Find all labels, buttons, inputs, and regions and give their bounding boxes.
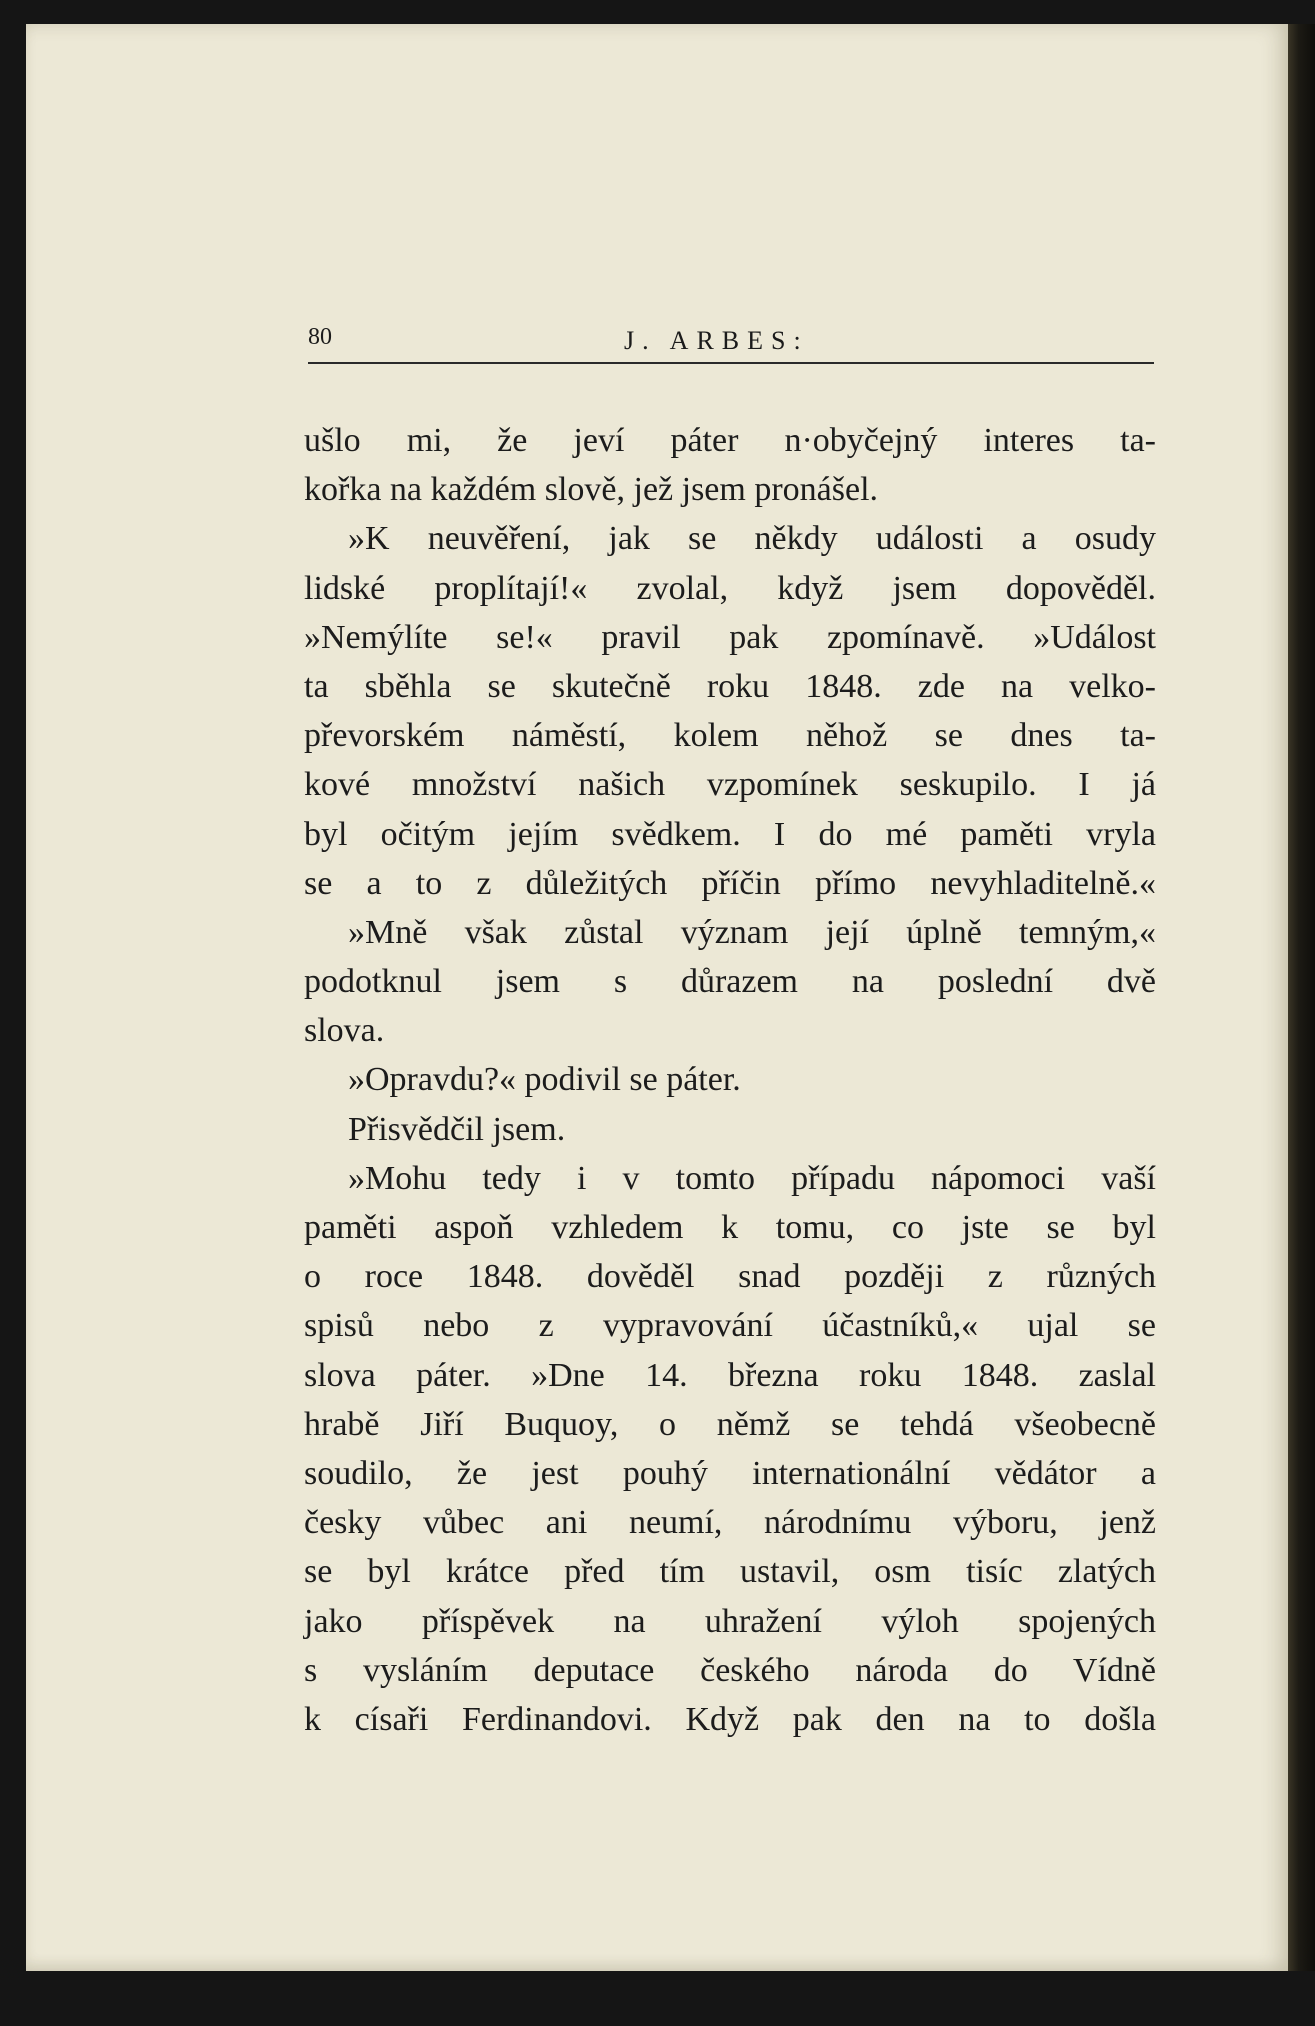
running-head: J. ARBES: [624,326,809,355]
page-number: 80 [308,324,332,350]
body-text [304,416,1156,1744]
text-line: »Mně však zůstal význam její úplně temným,« [348,913,1156,951]
text-line: slova. [304,1012,385,1050]
text-line: kořka na každém slově, jež jsem pronášel. [304,471,879,509]
text-line: ušlo mi, že jeví páter n·obyčejný interes ta- [304,422,1156,459]
text-line: lidské proplítají!« zvolal, když jsem dopověděl. [304,569,1156,607]
text-line: »Mohu tedy i v tomto případu nápomoci vaší [348,1159,1156,1197]
text-line: slova páter. »Dne 14. března roku 1848. zaslal [304,1356,1156,1394]
page-header [308,318,1154,366]
text-line: Přisvědčil jsem. [348,1110,566,1148]
text-line: »K neuvěření, jak se někdy události a osudy [348,520,1156,558]
text-line: paměti aspoň vzhledem k tomu, co jste se byl [304,1209,1156,1246]
header-rule [308,362,1154,364]
text-line: spisů nebo z vypravování účastníků,« ujal se [304,1307,1156,1345]
text-line: byl očitým jejím svědkem. I do mé paměti vryla [304,815,1156,853]
text-line: hrabě Jiří Buquoy, o němž se tehdá všeobecně [304,1405,1156,1443]
text-line: jako příspěvek na uhražení výloh spojených [304,1602,1156,1640]
text-line: k císaři Ferdinandovi. Když pak den na to došla [304,1700,1156,1738]
text-line: podotknul jsem s důrazem na poslední dvě [304,963,1156,1001]
text-line: soudilo, že jest pouhý internationální vědátor a [304,1454,1156,1492]
text-line: kové množství našich vzpomínek seskupilo. I já [304,766,1156,804]
book-binding-edge [1288,24,1315,1971]
text-line: o roce 1848. dověděl snad později z různých [304,1258,1156,1296]
text-line: se byl krátce před tím ustavil, osm tisíc zlatých [304,1553,1156,1591]
text-line: se a to z důležitých příčin přímo nevyhladitelně.« [304,864,1156,902]
text-line: »Nemýlíte se!« pravil pak zpomínavě. »Událost [304,618,1156,656]
text-line: s vysláním deputace českého národa do Vídně [304,1651,1156,1689]
text-line: »Opravdu?« podivil se páter. [348,1061,741,1099]
text-line: převorském náměstí, kolem něhož se dnes ta- [304,717,1156,755]
text-line: ta sběhla se skutečně roku 1848. zde na velko- [304,667,1156,705]
text-line: česky vůbec ani neumí, národnímu výboru, jenž [304,1504,1156,1542]
